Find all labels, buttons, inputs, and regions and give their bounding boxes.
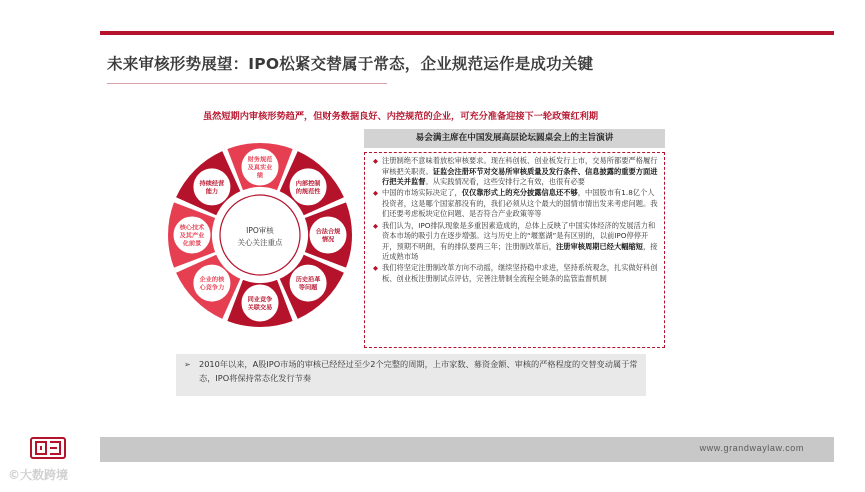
grandway-logo-icon — [30, 437, 66, 459]
ipo-review-focus-diagram — [160, 135, 360, 335]
diamond-bullet-icon: ◆ — [373, 189, 378, 198]
speech-text: ，接近成熟市场 — [382, 241, 658, 262]
speech-text: 中国的市场实际决定了， — [382, 188, 462, 198]
segment-label: 核心技术 — [179, 224, 205, 232]
summary-note — [176, 354, 646, 396]
speech-item — [373, 188, 658, 220]
arrow-bullet-icon: ➢ — [184, 360, 191, 369]
slide-title: 未来审核形势展望：IPO松紧交替属于常态，企业规范运作是成功关键 — [107, 55, 594, 73]
title-underline — [107, 83, 387, 84]
speech-emphasis: 仅仅靠形式上的充分披露信息还不够 — [461, 188, 578, 198]
speech-item — [373, 263, 658, 284]
center-label: 关心关注重点 — [237, 238, 283, 247]
center-circle — [220, 195, 300, 275]
segment-label: 等问题 — [298, 284, 318, 292]
segment-label: 同业竞争 — [247, 296, 273, 304]
segment-label: 绩 — [256, 172, 264, 180]
segment-label: 企业的核 — [199, 276, 225, 284]
speech-text: ，中国股市有1.8亿个人投资者，这是哪个国家都没有的，我们必须从这个最大的国情市情出发来考虑问题。我们还要考虑板块定位问题、是否符合产业政策等等 — [382, 188, 658, 219]
diamond-bullet-icon: ◆ — [373, 157, 378, 165]
segment-label: 历史沿革 — [295, 276, 321, 284]
focus-segment — [227, 280, 292, 327]
segment-label: 及真实业 — [247, 164, 273, 172]
focus-segment — [280, 151, 344, 215]
segment-label: 及其产业 — [179, 232, 205, 240]
segment-label: 财务规范 — [247, 156, 273, 164]
segment-label: 的规范性 — [295, 188, 321, 196]
speech-header: 易会满主席在中国发展高层论坛圆桌会上的主旨演讲 — [364, 129, 665, 148]
footer-url[interactable]: www.grandwaylaw.com — [699, 443, 804, 453]
focus-segment — [176, 151, 240, 215]
focus-segment — [280, 255, 344, 319]
segment-label: 关联交易 — [247, 304, 273, 312]
speech-box — [364, 152, 665, 348]
focus-ring-svg — [160, 135, 360, 335]
focus-segment — [305, 202, 352, 267]
center-label: IPO审核 — [246, 226, 274, 235]
segment-label: 心竞争力 — [199, 284, 225, 292]
speech-text: 。从实践情况看，这些安排行之有效，也很有必要 — [425, 177, 586, 187]
diamond-bullet-icon: ◆ — [373, 221, 378, 230]
top-accent-bar — [100, 31, 834, 35]
summary-note-text: 2010年以来，A股IPO市场的审核已经经过至少2个完整的周期，上市家数、募资金额、审核的严格程度的交替变动属于常态，IPO将保持常态化发行节奏 — [199, 359, 638, 383]
speech-text: 我们认为，IPO排队现象是多重因素造成的，总体上反映了中国实体经济的发展活力和资本市场的吸引力在逐步增强。这与历史上的“堰塞湖”是有区别的，以前IPO停停开开，预期不明朗，有的排队要两三年；注册制改革后， — [382, 220, 656, 251]
segment-label: 持续经营 — [199, 180, 225, 188]
segment-label: 化前景 — [182, 240, 202, 248]
footer-bar — [100, 437, 834, 462]
diamond-bullet-icon: ◆ — [373, 264, 378, 273]
segment-label: 情况 — [321, 236, 335, 244]
speech-emphasis: 证监会注册环节对交易所审核质量及发行条件、信息披露的重要方面进行把关并监督 — [382, 166, 658, 187]
watermark: ©大数跨境 — [8, 468, 69, 482]
segment-label: 内部控制 — [295, 180, 321, 188]
segment-label: 能力 — [205, 188, 219, 196]
speech-text: 注册制绝不意味着放松审核要求。现在科创板、创业板发行上市，交易所都要严格履行审核把关职责。 — [382, 156, 658, 176]
speech-emphasis: 注册审核周期已经大幅缩短 — [556, 241, 644, 251]
segment-label: 合法合规 — [315, 228, 341, 236]
focus-segment — [168, 202, 215, 267]
focus-segment — [227, 143, 292, 190]
speech-item — [373, 221, 658, 263]
speech-item — [373, 156, 658, 188]
focus-segment — [176, 255, 240, 319]
speech-text: 我们将坚定注册制改革方向不动摇，继续坚持稳中求进，坚持系统观念，扎实做好科创板、创业板注册制试点评估，完善注册制全流程全链条的监管监督机制 — [382, 263, 658, 284]
slide-headline: 虽然短期内审核形势趋严，但财务数据良好、内控规范的企业，可充分准备迎接下一轮政策红利期 — [203, 111, 599, 122]
